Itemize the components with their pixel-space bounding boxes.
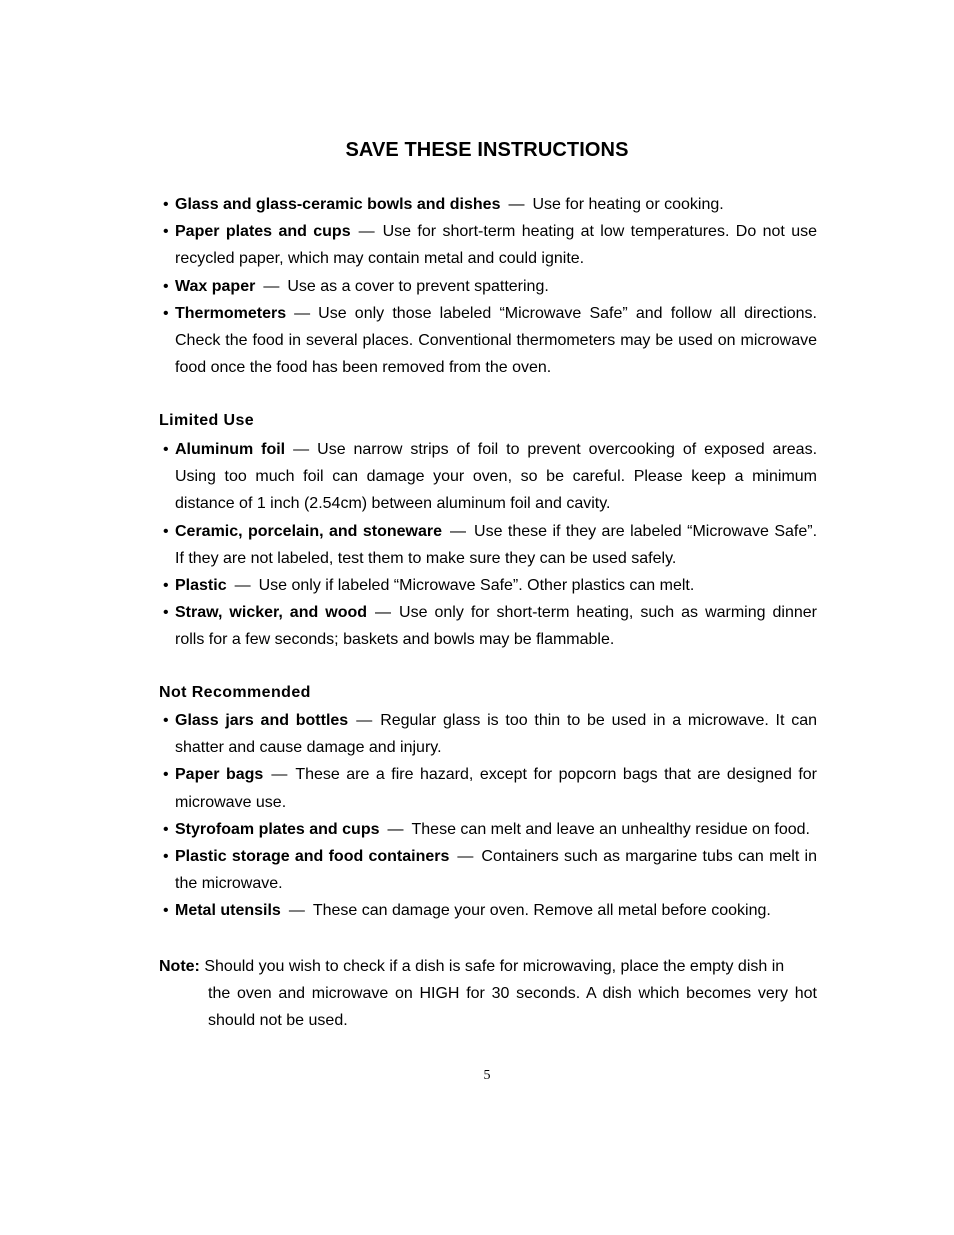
list-item: [159, 572, 817, 599]
bullet-icon: •: [163, 304, 169, 322]
list-item: [159, 218, 817, 272]
note-label: Note:: [159, 958, 200, 975]
bullet-icon: •: [163, 196, 169, 213]
dash: —: [234, 577, 251, 595]
section-heading-not-recommended: Not Recommended: [159, 684, 311, 701]
list-item: [159, 843, 817, 897]
bullet-icon: •: [163, 522, 169, 540]
item-text: Use only if labeled “Microwave Safe”. Other plastics can melt.: [258, 577, 695, 595]
dash: —: [288, 902, 305, 920]
item-text: Use these if they are labeled “Microwave Safe”. If they are not labeled, test them to make sure they can be used safely.: [175, 522, 818, 567]
item-term: Metal utensils: [175, 902, 281, 920]
item-text: These can damage your oven. Remove all metal before cooking.: [312, 902, 771, 920]
item-term: Wax paper: [175, 277, 256, 295]
dash: —: [271, 766, 288, 784]
item-term: Styrofoam plates and cups: [175, 820, 380, 838]
item-term: Straw, wicker, and wood: [175, 604, 368, 622]
bullet-icon: •: [163, 766, 169, 784]
note-body: the oven and microwave on HIGH for 30 seconds. A dish which becomes very hot should not be used.: [208, 985, 817, 1030]
bullet-icon: •: [163, 277, 169, 295]
page-number: 5: [483, 1068, 491, 1083]
dash: —: [387, 820, 404, 838]
item-term: Glass and glass-ceramic bowls and dishes: [175, 196, 501, 213]
bullet-icon: •: [163, 820, 169, 838]
list-item: [159, 761, 817, 815]
dash: —: [293, 441, 310, 458]
not-recommended-list: [159, 707, 817, 925]
dash: —: [457, 848, 474, 866]
list-item: [159, 300, 817, 382]
list-item: [159, 599, 817, 653]
item-term: Aluminum foil: [175, 441, 286, 458]
note-first-line: Should you wish to check if a dish is safe for microwaving, place the empty dish in: [204, 958, 785, 975]
item-term: Glass jars and bottles: [175, 712, 349, 729]
bullet-icon: •: [163, 604, 169, 622]
item-text: These can melt and leave an unhealthy residue on food.: [411, 820, 810, 838]
bullet-icon: •: [163, 712, 169, 729]
bullet-icon: •: [163, 223, 169, 241]
dash: —: [358, 223, 375, 241]
note: [159, 953, 817, 1035]
bullet-icon: •: [163, 902, 169, 920]
item-text: Use only for short-term heating, such as warming dinner rolls for a few seconds; baskets and bowls may be flammable.: [175, 604, 818, 649]
page-title: SAVE THESE INSTRUCTIONS: [345, 139, 629, 161]
item-term: Ceramic, porcelain, and stoneware: [175, 522, 443, 540]
bullet-icon: •: [163, 848, 169, 866]
limited-use-list: [159, 436, 817, 654]
dash: —: [508, 196, 525, 213]
item-text: Containers such as margarine tubs can melt in the microwave.: [175, 848, 818, 893]
list-item: [159, 518, 817, 572]
intro-list: [159, 191, 817, 381]
item-text: Use narrow strips of foil to prevent overcooking of exposed areas. Using too much foil can damage your oven, so be careful. Please keep a minimum distance of 1 inch (2.54cm) between aluminum foil and cavity.: [175, 441, 818, 513]
list-item: [159, 897, 817, 924]
list-item: [159, 273, 817, 300]
item-term: Paper bags: [175, 766, 264, 784]
list-item: [159, 707, 817, 761]
dash: —: [294, 304, 311, 322]
dash: —: [450, 522, 467, 540]
list-item: [159, 191, 817, 218]
bullet-icon: •: [163, 577, 169, 595]
dash: —: [356, 712, 373, 729]
item-term: Paper plates and cups: [175, 223, 351, 241]
item-text: Use as a cover to prevent spattering.: [287, 277, 549, 295]
dash: —: [375, 604, 392, 622]
item-term: Plastic storage and food containers: [175, 848, 450, 866]
item-text: Use for heating or cooking.: [532, 196, 724, 213]
item-term: Thermometers: [175, 304, 287, 322]
dash: —: [263, 277, 280, 295]
list-item: [159, 816, 817, 843]
item-text: Use only those labeled “Microwave Safe” and follow all directions. Check the food in several places. Conventional thermometers may be used on microwave food once the food has been removed from the oven.: [175, 304, 817, 377]
list-item: [159, 436, 817, 518]
item-text: These are a fire hazard, except for popcorn bags that are designed for microwave use.: [175, 766, 818, 811]
section-heading-limited-use: Limited Use: [159, 412, 255, 429]
item-text: Regular glass is too thin to be used in a microwave. It can shatter and cause damage and injury.: [175, 712, 817, 757]
item-text: Use for short-term heating at low temperatures. Do not use recycled paper, which may contain metal and could ignite.: [175, 223, 817, 268]
item-term: Plastic: [175, 577, 227, 595]
bullet-icon: •: [163, 441, 169, 458]
